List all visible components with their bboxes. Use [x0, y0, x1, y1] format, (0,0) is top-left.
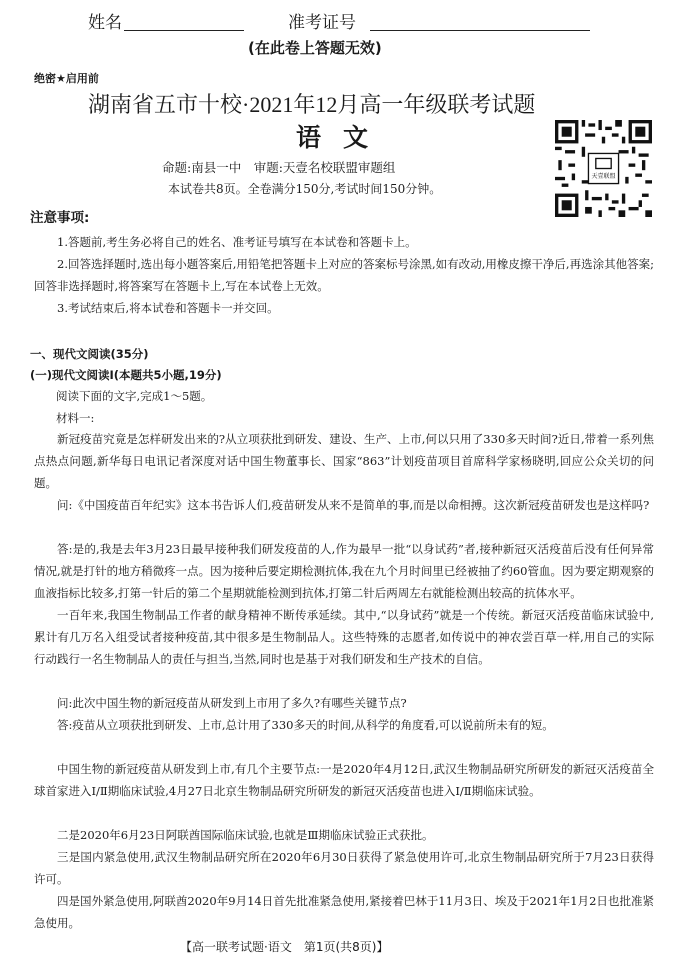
- qr-code-icon: [555, 120, 652, 217]
- paragraph-9: 三是国内紧急使用,武汉生物制品研究所在2020年6月30日获得了紧急使用许可,北京生物制品研究所于7月23日获得许可。: [34, 850, 654, 886]
- paragraph-4: 一百年来,我国生物制品工作者的献身精神不断传承延续。其中,“以身试药”就是一个传统。新冠灭活疫苗临床试验中,累计有几万名入组受试者接种疫苗,其中很多是生物制品人。这些特殊的志愿者,如传说中的神农尝百草一样,用自己的实际行动践行一名生物制品人的责任与担当,当然,同时也是基于对我们研发和生产技术的自信。: [34, 608, 654, 666]
- subject-title: 语文: [296, 123, 391, 152]
- qr-label: 天壹联盟: [591, 173, 616, 181]
- invalid-note: (在此卷上答题无效): [248, 39, 382, 57]
- authors-line: 命题:南县一中 审题:天壹名校联盟审题组: [162, 160, 396, 175]
- exam-number-underline: [370, 30, 590, 31]
- paragraph-7: 中国生物的新冠疫苗从研发到上市,有几个主要节点:一是2020年4月12日,武汉生物制品研究所研发的新冠灭活疫苗全球首家进入Ⅰ/Ⅱ期临床试验,4月27日北京生物制品研究所研发的新冠灭活疫苗也进入Ⅰ/Ⅱ期临床试验。: [34, 762, 654, 798]
- paragraph-2: 问:《中国疫苗百年纪实》这本书告诉人们,疫苗研发从来不是简单的事,而是以命相搏。这次新冠疫苗研发也是这样吗?: [57, 498, 650, 512]
- name-underline: [124, 30, 244, 31]
- paragraph-3: 答:是的,我是去年3月23日最早接种我们研发疫苗的人,作为最早一批“以身试药”者,接种新冠灭活疫苗后没有任何异常情况,就是打针的地方稍微疼一点。因为接种后要定期检测抗体,我在九个月时间里已经被抽了约60管血。因为要定期观察的血液指标比较多,打第一针后的第二个星期就能检测到抗体,打第二针后两周左右就能检测出较高的抗体水平。: [34, 542, 654, 600]
- note-item-2: 2.回答选择题时,选出每小题答案后,用铅笔把答题卡上对应的答案标号涂黑,如有改动,用橡皮擦干净后,再选涂其他答案;回答非选择题时,将答案写在答题卡上,写在本试卷上无效。: [34, 257, 654, 293]
- material-label: 材料一:: [56, 411, 95, 425]
- exam-number-label: 准考证号: [288, 13, 356, 32]
- page-footer: 【高一联考试题·语文 第1页(共8页)】: [180, 940, 389, 954]
- paragraph-6: 答:疫苗从立项获批到研发、上市,总计用了330多天的时间,从科学的角度看,可以说前所未有的短。: [57, 718, 554, 732]
- notes-title: 注意事项:: [30, 210, 90, 226]
- paragraph-1: 新冠疫苗究竟是怎样研发出来的?从立项获批到研发、建设、生产、上市,何以只用了330多天时间?近日,带着一系列焦点热点问题,新华每日电讯记者深度对话中国生物董事长、国家“863”计划疫苗项目首席科学家杨晓明,回应公众关切的问题。: [34, 432, 654, 490]
- secret-mark: 绝密★启用前: [34, 72, 99, 85]
- exam-title: 湖南省五市十校·2021年12月高一年级联考试题: [88, 92, 536, 117]
- section-heading: 一、现代文阅读(35分): [30, 347, 149, 361]
- paragraph-10: 四是国外紧急使用,阿联酋2020年9月14日首先批准紧急使用,紧接着巴林于11月3日、埃及于2021年1月2日也批准紧急使用。: [34, 894, 654, 930]
- note-item-1: 1.答题前,考生务必将自己的姓名、准考证号填写在本试卷和答题卡上。: [57, 235, 417, 249]
- exam-info-line: 本试卷共8页。全卷满分150分,考试时间150分钟。: [168, 182, 442, 196]
- paragraph-8: 二是2020年6月23日阿联酋国际临床试验,也就是Ⅲ期临床试验正式获批。: [57, 828, 434, 842]
- reading-instruction: 阅读下面的文字,完成1～5题。: [56, 389, 213, 403]
- name-label: 姓名: [88, 13, 122, 32]
- sub-section-heading: (一)现代文阅读Ⅰ(本题共5小题,19分): [30, 368, 222, 382]
- note-item-3: 3.考试结束后,将本试卷和答题卡一并交回。: [57, 301, 279, 315]
- paragraph-5: 问:此次中国生物的新冠疫苗从研发到上市用了多久?有哪些关键节点?: [57, 696, 407, 710]
